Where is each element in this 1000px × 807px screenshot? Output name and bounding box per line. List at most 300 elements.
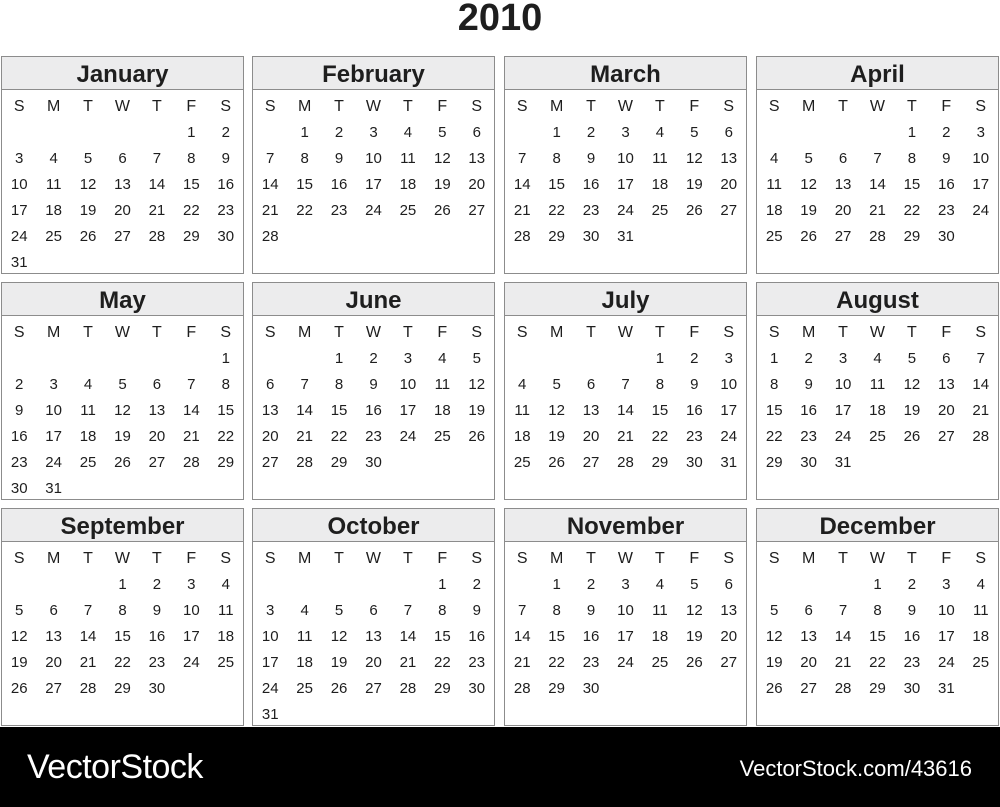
day-cell: 15: [296, 176, 313, 193]
day-cell: 18: [869, 402, 886, 419]
day-cell: 26: [686, 654, 703, 671]
day-cell: 15: [765, 402, 783, 419]
weekday-label: S: [975, 98, 987, 115]
day-cell: 19: [548, 428, 565, 445]
day-cell: 5: [804, 150, 813, 167]
weekday-header-row: [757, 94, 998, 120]
day-cell: 27: [468, 202, 486, 219]
day-cell: 7: [300, 376, 309, 393]
day-cell: 17: [617, 628, 634, 645]
day-cell: 11: [80, 402, 96, 419]
day-cell: 13: [365, 628, 382, 645]
day-cell: 5: [690, 124, 699, 141]
day-cell: 26: [903, 428, 921, 445]
day-cell: 15: [548, 628, 565, 645]
day-cell: 6: [369, 602, 378, 619]
day-cell: 19: [765, 654, 783, 671]
day-cell: 26: [468, 428, 486, 445]
day-cell: 19: [686, 628, 703, 645]
month-december: [756, 508, 999, 726]
day-cell: 8: [438, 602, 447, 619]
weekday-label: M: [297, 324, 312, 341]
day-cell: 1: [552, 576, 561, 593]
weekday-label: T: [838, 550, 848, 567]
weekday-label: T: [586, 550, 596, 567]
weekday-label: T: [907, 324, 917, 341]
day-cell: 29: [114, 680, 131, 697]
weekday-label: S: [264, 98, 276, 115]
day-cell: 16: [330, 176, 348, 193]
day-cell: 25: [434, 428, 451, 445]
day-cell: 27: [938, 428, 955, 445]
day-cell: 24: [45, 454, 62, 471]
day-cell: 23: [938, 202, 955, 219]
day-cell: 3: [49, 376, 58, 393]
weekday-label: M: [297, 550, 312, 567]
day-cell: 25: [296, 680, 313, 697]
day-cell: 5: [438, 124, 447, 141]
day-cell: 24: [183, 654, 200, 671]
day-cell: 7: [838, 602, 848, 619]
day-cell: 16: [582, 628, 600, 645]
day-cell: 20: [45, 654, 62, 671]
day-cell: 30: [800, 454, 817, 471]
date-grid: [253, 346, 494, 476]
day-cell: 30: [217, 228, 235, 245]
month-july: [504, 282, 747, 500]
day-cell: 20: [720, 628, 738, 645]
day-cell: 1: [187, 124, 196, 141]
day-cell: 10: [617, 150, 634, 167]
weekday-label: W: [617, 550, 634, 567]
day-cell: 26: [765, 680, 783, 697]
day-cell: 21: [972, 402, 990, 419]
day-cell: 13: [148, 402, 166, 419]
day-cell: 25: [651, 654, 669, 671]
day-cell: 19: [10, 654, 28, 671]
date-grid: [757, 346, 998, 476]
day-cell: 9: [586, 602, 596, 619]
day-cell: 23: [903, 654, 921, 671]
month-november: [504, 508, 747, 726]
weekday-label: S: [723, 98, 735, 115]
day-cell: 21: [261, 202, 279, 219]
weekday-label: M: [549, 324, 564, 341]
day-cell: 2: [907, 576, 917, 593]
weekday-label: S: [220, 324, 232, 341]
day-cell: 1: [770, 350, 779, 367]
day-cell: 13: [720, 150, 738, 167]
weekday-label: S: [723, 550, 735, 567]
day-cell: 29: [548, 228, 565, 245]
month-october: [252, 508, 495, 726]
day-cell: 23: [582, 654, 600, 671]
day-cell: 2: [586, 576, 596, 593]
day-cell: 11: [766, 176, 782, 193]
day-cell: 10: [261, 628, 279, 645]
day-cell: 23: [582, 202, 600, 219]
day-cell: 30: [582, 228, 600, 245]
day-cell: 22: [548, 202, 565, 219]
day-cell: 25: [869, 428, 886, 445]
day-cell: 9: [334, 150, 344, 167]
day-cell: 21: [183, 428, 200, 445]
weekday-label: T: [403, 98, 413, 115]
day-cell: 29: [183, 228, 200, 245]
day-cell: 30: [148, 680, 166, 697]
weekday-label: T: [838, 324, 848, 341]
day-cell: 14: [261, 176, 279, 193]
day-cell: 14: [513, 628, 531, 645]
month-august: [756, 282, 999, 500]
weekday-header-row: [253, 546, 494, 572]
day-cell: 16: [582, 176, 600, 193]
day-cell: 21: [79, 654, 97, 671]
day-cell: 20: [834, 202, 852, 219]
month-april: [756, 56, 999, 274]
day-cell: 9: [472, 602, 481, 619]
day-cell: 21: [296, 428, 313, 445]
weekday-label: S: [13, 324, 25, 341]
day-cell: 15: [869, 628, 886, 645]
day-cell: 1: [438, 576, 447, 593]
day-cell: 12: [114, 402, 131, 419]
month-name: June: [253, 283, 494, 316]
day-cell: 25: [765, 228, 783, 245]
day-cell: 15: [217, 402, 235, 419]
day-cell: 12: [434, 150, 451, 167]
day-cell: 9: [690, 376, 699, 393]
weekday-label: T: [907, 550, 917, 567]
weekday-label: M: [46, 324, 61, 341]
day-cell: 26: [114, 454, 131, 471]
day-cell: 30: [468, 680, 486, 697]
weekday-label: T: [152, 550, 162, 567]
date-grid: [757, 120, 998, 250]
day-cell: 2: [15, 376, 24, 393]
day-cell: 31: [10, 254, 28, 271]
day-cell: 28: [261, 228, 279, 245]
day-cell: 1: [118, 576, 127, 593]
weekday-label: W: [365, 98, 382, 115]
month-september: [1, 508, 244, 726]
day-cell: 11: [400, 150, 416, 167]
day-cell: 18: [972, 628, 990, 645]
day-cell: 6: [152, 376, 162, 393]
day-cell: 4: [438, 350, 447, 367]
weekday-label: T: [334, 550, 344, 567]
day-cell: 23: [217, 202, 235, 219]
day-cell: 3: [15, 150, 24, 167]
day-cell: 9: [586, 150, 596, 167]
weekday-label: T: [586, 98, 596, 115]
day-cell: 19: [468, 402, 486, 419]
weekday-label: F: [437, 550, 448, 567]
day-cell: 1: [300, 124, 309, 141]
day-cell: 7: [976, 350, 985, 367]
day-cell: 25: [513, 454, 531, 471]
day-cell: 21: [513, 202, 531, 219]
day-cell: 29: [903, 228, 921, 245]
day-cell: 17: [45, 428, 62, 445]
weekday-label: W: [869, 324, 886, 341]
day-cell: 8: [187, 150, 196, 167]
weekday-label: T: [403, 324, 413, 341]
day-cell: 11: [217, 602, 234, 619]
day-cell: 10: [938, 602, 955, 619]
day-cell: 4: [655, 124, 665, 141]
day-cell: 23: [330, 202, 348, 219]
day-cell: 14: [183, 402, 200, 419]
weekday-label: W: [114, 98, 131, 115]
day-cell: 3: [266, 602, 275, 619]
footer-bar: [0, 727, 1000, 807]
day-cell: 10: [720, 376, 738, 393]
day-cell: 19: [903, 402, 921, 419]
month-name: February: [253, 57, 494, 90]
day-cell: 26: [79, 228, 97, 245]
weekday-label: M: [801, 550, 816, 567]
day-cell: 25: [79, 454, 97, 471]
day-cell: 29: [548, 680, 565, 697]
day-cell: 14: [513, 176, 531, 193]
day-cell: 17: [10, 202, 28, 219]
day-cell: 13: [468, 150, 486, 167]
day-cell: 13: [834, 176, 852, 193]
date-grid: [505, 572, 746, 702]
day-cell: 31: [938, 680, 955, 697]
day-cell: 5: [770, 602, 779, 619]
weekday-label: T: [83, 98, 93, 115]
weekday-header-row: [2, 320, 243, 346]
day-cell: 15: [330, 402, 348, 419]
day-cell: 23: [468, 654, 486, 671]
day-cell: 17: [938, 628, 955, 645]
weekday-header-row: [505, 320, 746, 346]
day-cell: 1: [907, 124, 917, 141]
day-cell: 11: [972, 602, 989, 619]
day-cell: 22: [330, 428, 348, 445]
weekday-label: T: [334, 98, 344, 115]
day-cell: 21: [869, 202, 886, 219]
day-cell: 9: [152, 602, 162, 619]
day-cell: 23: [800, 428, 817, 445]
day-cell: 4: [300, 602, 309, 619]
day-cell: 21: [834, 654, 852, 671]
day-cell: 14: [869, 176, 886, 193]
day-cell: 24: [938, 654, 955, 671]
day-cell: 31: [45, 480, 62, 497]
day-cell: 12: [468, 376, 486, 393]
day-cell: 30: [365, 454, 382, 471]
weekday-label: T: [655, 98, 665, 115]
day-cell: 20: [800, 654, 817, 671]
day-cell: 26: [330, 680, 348, 697]
day-cell: 2: [152, 576, 162, 593]
day-cell: 7: [403, 602, 413, 619]
weekday-label: W: [617, 98, 634, 115]
day-cell: 10: [399, 376, 417, 393]
day-cell: 27: [800, 680, 817, 697]
day-cell: 5: [472, 350, 481, 367]
day-cell: 24: [617, 202, 634, 219]
weekday-label: F: [437, 324, 448, 341]
month-name: November: [505, 509, 746, 542]
day-cell: 23: [365, 428, 382, 445]
day-cell: 11: [434, 376, 451, 393]
day-cell: 18: [651, 176, 669, 193]
day-cell: 10: [183, 602, 200, 619]
day-cell: 18: [45, 202, 62, 219]
weekday-header-row: [253, 320, 494, 346]
day-cell: 12: [903, 376, 921, 393]
day-cell: 7: [518, 150, 527, 167]
day-cell: 14: [399, 628, 417, 645]
day-cell: 28: [183, 454, 200, 471]
day-cell: 29: [217, 454, 235, 471]
month-name: October: [253, 509, 494, 542]
day-cell: 27: [365, 680, 382, 697]
weekday-label: T: [403, 550, 413, 567]
month-name: January: [2, 57, 243, 90]
day-cell: 10: [972, 150, 990, 167]
weekday-label: T: [838, 98, 848, 115]
day-cell: 13: [720, 602, 738, 619]
day-cell: 5: [907, 350, 917, 367]
day-cell: 22: [903, 202, 921, 219]
day-cell: 22: [548, 654, 565, 671]
day-cell: 7: [152, 150, 162, 167]
day-cell: 2: [586, 124, 596, 141]
day-cell: 9: [942, 150, 951, 167]
day-cell: 8: [334, 376, 344, 393]
day-cell: 16: [365, 402, 382, 419]
weekday-header-row: [757, 546, 998, 572]
day-cell: 27: [261, 454, 279, 471]
day-cell: 16: [686, 402, 703, 419]
weekday-label: S: [723, 324, 735, 341]
weekday-label: F: [941, 98, 952, 115]
day-cell: 4: [403, 124, 413, 141]
day-cell: 4: [655, 576, 665, 593]
day-cell: 27: [834, 228, 852, 245]
date-grid: [505, 120, 746, 250]
day-cell: 8: [552, 150, 561, 167]
day-cell: 28: [296, 454, 313, 471]
day-cell: 2: [690, 350, 699, 367]
weekday-label: S: [768, 98, 780, 115]
day-cell: 14: [79, 628, 97, 645]
image-url-text: VectorStock.com/43616: [739, 756, 972, 781]
date-grid: [757, 572, 998, 702]
day-cell: 14: [296, 402, 313, 419]
day-cell: 3: [976, 124, 985, 141]
date-grid: [2, 572, 243, 702]
weekday-label: M: [549, 98, 564, 115]
month-february: [252, 56, 495, 274]
day-cell: 1: [334, 350, 344, 367]
day-cell: 29: [330, 454, 348, 471]
day-cell: 9: [15, 402, 24, 419]
day-cell: 22: [183, 202, 200, 219]
day-cell: 17: [399, 402, 417, 419]
weekday-label: F: [186, 550, 197, 567]
date-grid: [505, 346, 746, 476]
weekday-label: S: [471, 550, 483, 567]
date-grid: [2, 120, 243, 276]
day-cell: 23: [686, 428, 703, 445]
day-cell: 28: [79, 680, 97, 697]
day-cell: 18: [217, 628, 235, 645]
day-cell: 24: [10, 228, 28, 245]
day-cell: 28: [148, 228, 166, 245]
month-may: [1, 282, 244, 500]
day-cell: 14: [617, 402, 634, 419]
day-cell: 12: [79, 176, 97, 193]
day-cell: 18: [399, 176, 417, 193]
day-cell: 20: [582, 428, 600, 445]
day-cell: 24: [834, 428, 852, 445]
day-cell: 5: [118, 376, 127, 393]
weekday-label: S: [768, 550, 780, 567]
day-cell: 2: [942, 124, 951, 141]
weekday-label: S: [516, 550, 528, 567]
weekday-label: F: [689, 324, 700, 341]
weekday-label: S: [975, 324, 987, 341]
day-cell: 9: [221, 150, 230, 167]
day-cell: 10: [365, 150, 382, 167]
day-cell: 17: [617, 176, 634, 193]
weekday-label: M: [297, 98, 312, 115]
day-cell: 8: [221, 376, 230, 393]
year-title: 2010: [457, 0, 543, 39]
day-cell: 6: [266, 376, 275, 393]
day-cell: 24: [399, 428, 417, 445]
day-cell: 22: [651, 428, 669, 445]
day-cell: 28: [399, 680, 417, 697]
day-cell: 4: [873, 350, 882, 367]
day-cell: 16: [938, 176, 955, 193]
day-cell: 15: [183, 176, 200, 193]
day-cell: 8: [770, 376, 779, 393]
day-cell: 7: [187, 376, 196, 393]
day-cell: 17: [834, 402, 852, 419]
weekday-label: S: [516, 324, 528, 341]
day-cell: 25: [972, 654, 990, 671]
day-cell: 15: [114, 628, 131, 645]
weekday-header-row: [505, 546, 746, 572]
day-cell: 28: [834, 680, 852, 697]
weekday-label: T: [907, 98, 917, 115]
day-cell: 17: [261, 654, 279, 671]
weekday-label: M: [46, 550, 61, 567]
month-january: [1, 56, 244, 274]
day-cell: 19: [800, 202, 817, 219]
day-cell: 8: [552, 602, 561, 619]
day-cell: 20: [468, 176, 486, 193]
weekday-label: M: [801, 98, 816, 115]
day-cell: 12: [765, 628, 783, 645]
day-cell: 10: [617, 602, 634, 619]
day-cell: 26: [686, 202, 703, 219]
weekday-label: F: [689, 550, 700, 567]
month-name: April: [757, 57, 998, 90]
weekday-label: S: [13, 550, 25, 567]
day-cell: 24: [720, 428, 738, 445]
day-cell: 1: [655, 350, 665, 367]
day-cell: 16: [903, 628, 921, 645]
day-cell: 17: [972, 176, 990, 193]
